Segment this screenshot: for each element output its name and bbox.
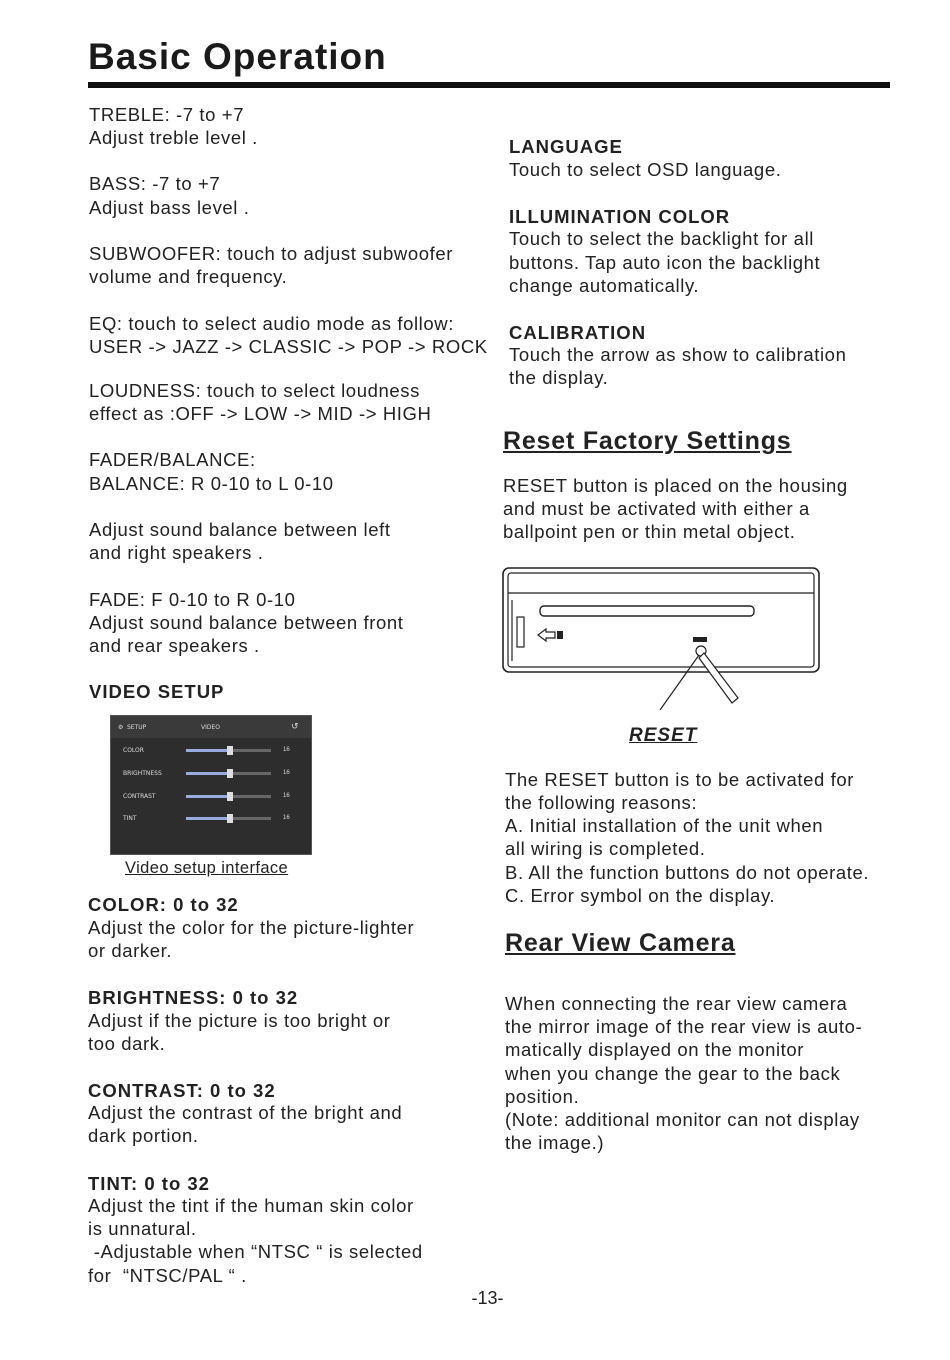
tint-desc-3: -Adjustable when “NTSC “ is selected [88, 1241, 423, 1262]
screen-slider-knob [227, 746, 233, 755]
camera-desc-3: matically displayed on the monitor [505, 1039, 805, 1060]
loudness-heading: LOUDNESS: touch to select loudness [89, 380, 420, 401]
subwoofer-desc: volume and frequency. [89, 266, 288, 287]
reset-desc-3: ballpoint pen or thin metal object. [503, 521, 796, 542]
brightness-heading: BRIGHTNESS: 0 to 32 [88, 987, 299, 1008]
screen-back-icon: ↺ [291, 722, 299, 732]
balance-desc-2: and right speakers . [89, 542, 264, 563]
color-desc-2: or darker. [88, 940, 173, 961]
calibration-heading: CALIBRATION [509, 322, 647, 343]
contrast-desc-2: dark portion. [88, 1125, 199, 1146]
language-heading: LANGUAGE [509, 136, 623, 157]
camera-desc-7: the image.) [505, 1132, 605, 1153]
reasons-5: B. All the function buttons do not operate. [505, 862, 870, 883]
screen-header-mid: VIDEO [201, 724, 221, 731]
balance-range: BALANCE: R 0-10 to L 0-10 [89, 473, 334, 494]
pen-icon [699, 653, 738, 703]
brightness-desc-1: Adjust if the picture is too bright or [88, 1010, 391, 1031]
language-desc: Touch to select OSD language. [509, 159, 782, 180]
balance-desc-1: Adjust sound balance between left [89, 519, 391, 540]
calibration-desc-1: Touch the arrow as show to calibration [509, 344, 847, 365]
reasons-2: the following reasons: [505, 792, 698, 813]
illumination-heading: ILLUMINATION COLOR [509, 206, 731, 227]
unit-outer-frame [503, 568, 819, 672]
screen-slider-knob [227, 792, 233, 801]
contrast-heading: CONTRAST: 0 to 32 [88, 1080, 276, 1101]
page-title: Basic Operation [88, 36, 387, 77]
illumination-desc-2: buttons. Tap auto icon the backlight [509, 252, 821, 273]
page-number: -13- [471, 1288, 504, 1308]
screen-row-value: 16 [283, 747, 290, 753]
fade-desc-1: Adjust sound balance between front [89, 612, 404, 633]
contrast-desc-1: Adjust the contrast of the bright and [88, 1102, 403, 1123]
tint-heading: TINT: 0 to 32 [88, 1173, 210, 1194]
head-unit-drawing [500, 565, 825, 710]
fade-heading: FADE: F 0-10 to R 0-10 [89, 589, 296, 610]
screen-header-left: SETUP [127, 724, 147, 731]
brightness-desc-2: too dark. [88, 1033, 166, 1054]
reset-heading: Reset Factory Settings [503, 427, 792, 455]
eject-arrow-icon [538, 629, 555, 641]
screen-slider-track [231, 795, 271, 798]
reasons-6: C. Error symbol on the display. [505, 885, 776, 906]
illumination-desc-1: Touch to select the backlight for all [509, 228, 814, 249]
fade-desc-2: and rear speakers . [89, 635, 260, 656]
reset-desc-2: and must be activated with either a [503, 498, 810, 519]
reset-desc-1: RESET button is placed on the housing [503, 475, 848, 496]
color-heading: COLOR: 0 to 32 [88, 894, 239, 915]
screen-row-label: TINT [123, 815, 137, 822]
screen-slider-knob [227, 769, 233, 778]
disc-slot [540, 606, 754, 616]
reasons-3: A. Initial installation of the unit when [505, 815, 824, 836]
title-rule [88, 82, 890, 88]
screen-slider-track [231, 749, 271, 752]
screen-row-value: 16 [283, 793, 290, 799]
subwoofer-heading: SUBWOOFER: touch to adjust subwoofer [89, 243, 453, 264]
camera-desc-5: position. [505, 1086, 580, 1107]
screen-slider-fill [186, 749, 231, 752]
side-button [517, 617, 524, 647]
screen-setup-icon: ⚙ [118, 724, 124, 731]
treble-heading: TREBLE: -7 to +7 [89, 104, 245, 125]
screen-row-value: 16 [283, 770, 290, 776]
illumination-desc-3: change automatically. [509, 275, 700, 296]
screen-slider-track [231, 817, 271, 820]
reset-label: RESET [629, 725, 698, 746]
tint-desc-4: for “NTSC/PAL “ . [88, 1265, 247, 1286]
bass-heading: BASS: -7 to +7 [89, 173, 221, 194]
video-setup-screen [110, 715, 312, 855]
reset-hole-label [693, 637, 707, 642]
screen-row-value: 16 [283, 815, 290, 821]
screen-slider-track [231, 772, 271, 775]
eq-heading: EQ: touch to select audio mode as follow: [89, 313, 454, 334]
video-caption: Video setup interface [125, 859, 289, 877]
reasons-1: The RESET button is to be activated for [505, 769, 855, 790]
screen-slider-knob [227, 814, 233, 823]
camera-desc-2: the mirror image of the rear view is auto- [505, 1016, 863, 1037]
video-setup-heading: VIDEO SETUP [89, 681, 225, 702]
camera-desc-6: (Note: additional monitor can not display [505, 1109, 860, 1130]
unit-inner-frame [508, 573, 814, 667]
screen-row-label: COLOR [123, 747, 144, 754]
tint-desc-1: Adjust the tint if the human skin color [88, 1195, 414, 1216]
screen-row-label: BRIGHTNESS [123, 770, 162, 777]
screen-slider-fill [186, 772, 231, 775]
tint-desc-2: is unnatural. [88, 1218, 197, 1239]
screen-row-label: CONTRAST [123, 793, 156, 800]
loudness-desc: effect as :OFF -> LOW -> MID -> HIGH [89, 403, 432, 424]
eq-desc: USER -> JAZZ -> CLASSIC -> POP -> ROCK [89, 336, 488, 357]
treble-desc: Adjust treble level . [89, 127, 258, 148]
screen-slider-fill [186, 795, 231, 798]
camera-desc-1: When connecting the rear view camera [505, 993, 848, 1014]
eject-button [557, 631, 563, 639]
reset-pointer-line [660, 655, 699, 710]
calibration-desc-2: the display. [509, 367, 609, 388]
reasons-4: all wiring is completed. [505, 838, 706, 859]
bass-desc: Adjust bass level . [89, 197, 250, 218]
color-desc-1: Adjust the color for the picture-lighter [88, 917, 415, 938]
camera-desc-4: when you change the gear to the back [505, 1063, 841, 1084]
fader-heading: FADER/BALANCE: [89, 449, 256, 470]
camera-heading: Rear View Camera [505, 929, 736, 957]
screen-slider-fill [186, 817, 231, 820]
